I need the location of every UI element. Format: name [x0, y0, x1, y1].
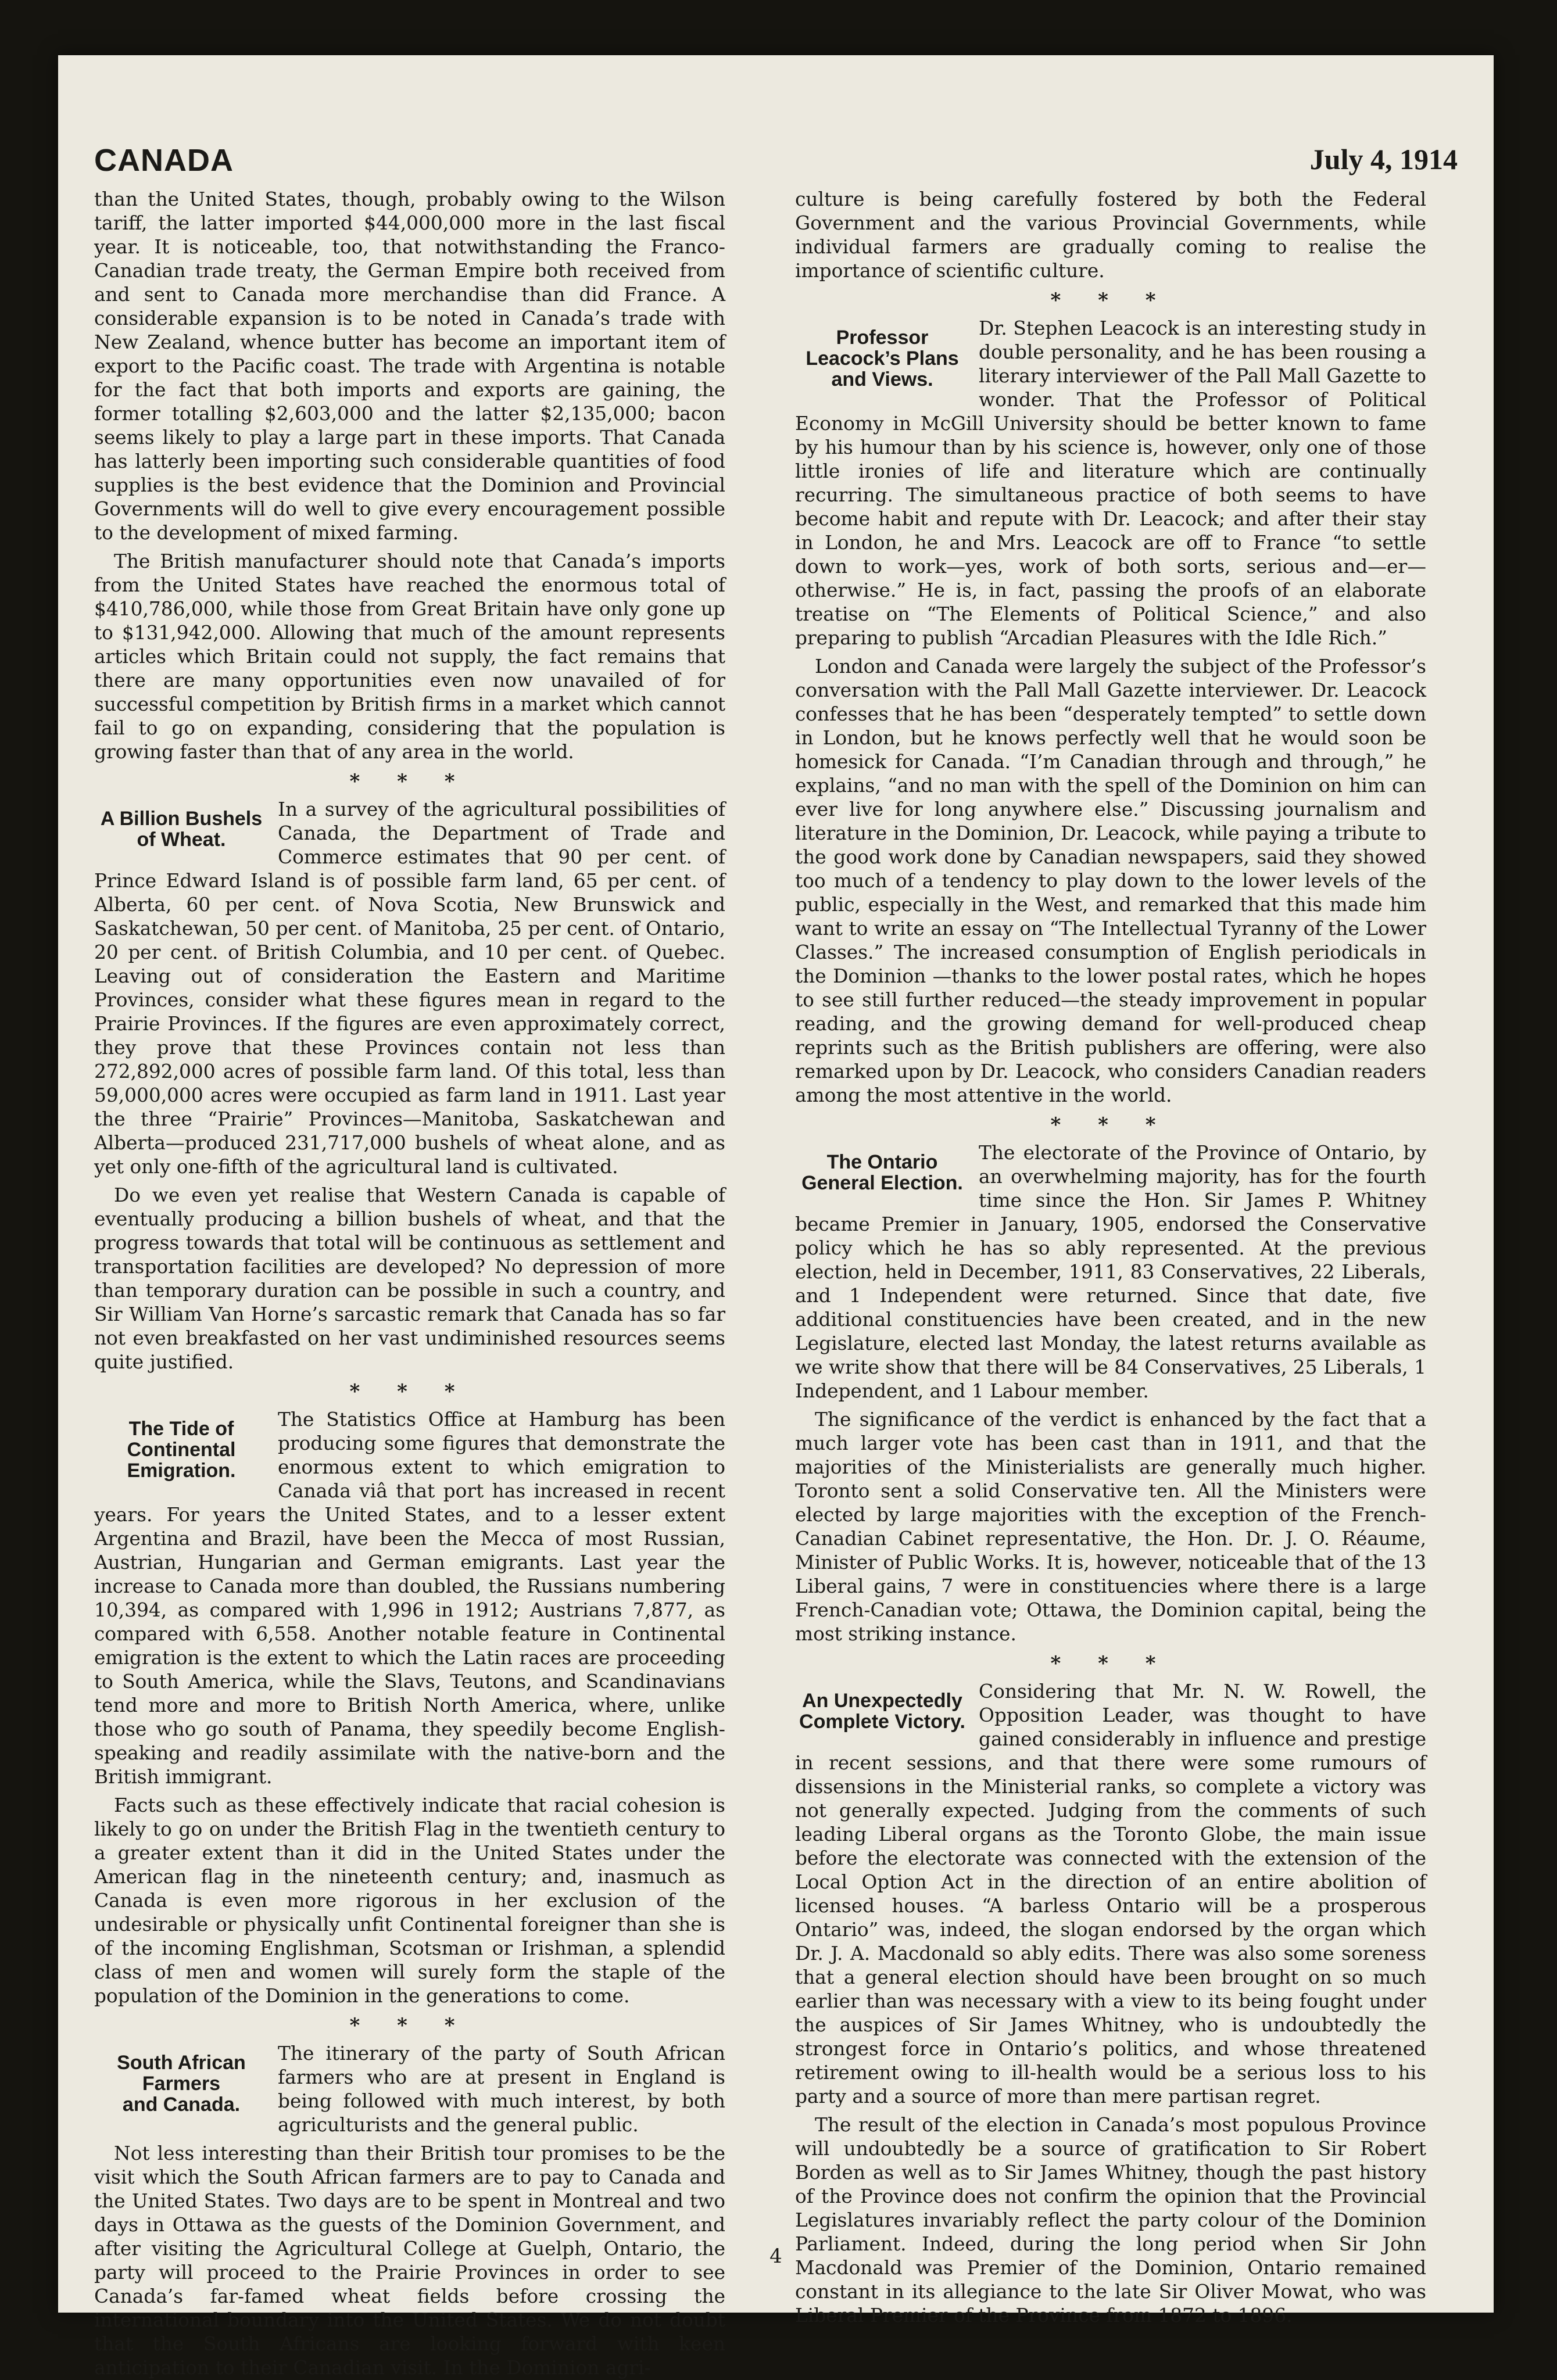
left-column [94, 188, 725, 2379]
paragraph: than the United States, though, probably owing to the Wilson tariff, the latter imported $44,000,000 more in the last fiscal year. It is noticeable, too, that notwithstanding the Franco-Canadian trade treaty, the German Empire both received from and sent to Canada more merchandise than did France. A considerable expansion is to be noted in Canada’s trade with New Zealand, whence butter has become an important item of export to the Pacific coast. The trade with Argentina is notable for the fact that both imports and exports are gaining, the former totalling $2,603,000 and the latter $2,135,000; bacon seems likely to play a large part in these imports. That Canada has latterly been importing such considerable quantities of food supplies is the best evidence that the Dominion and Provincial Governments will do well to give every encouragement possible to the development of mixed farming. [94, 188, 725, 544]
section-divider: * * * [349, 1380, 470, 1403]
heading-line: Complete Victory. [799, 1711, 965, 1733]
section-divider: * * * [1050, 1652, 1171, 1675]
section-heading-victory [795, 1690, 969, 1732]
paragraph: Facts such as these effectively indicate that racial cohesion is likely to go on under the British Flag in the twentieth century to a greater extent than it did in the United States under the American flag in the nineteenth century; and, inasmuch as Canada is even more rigorous in her exclusion of the undesirable or physically unfit Continental foreigner than she is of the incoming Englishman, Scotsman or Irishman, a splendid class of men and women will surely form the staple of the population of the Dominion in the generations to come. [94, 1794, 725, 2007]
section-heading-leacock [795, 327, 969, 390]
paragraph: culture is being carefully fostered by both the Federal Government and the various Provincial Governments, while individual farmers are gradually coming to realise the importance of scientific culture. [795, 188, 1426, 282]
paragraph: Do we even yet realise that Western Canada is capable of eventually producing a billion bushels of wheat, and that the progress towards that total will be continuous as settlement and transportation facilities are developed? No depression of more than temporary duration can be possible in such a country, and Sir William Van Horne’s sarcastic remark that Canada has so far not even breakfasted on her vast undiminished resources seems quite justified. [94, 1184, 725, 1373]
paragraph: The British manufacturer should note that Canada’s imports from the United States have reached the enormous total of $410,786,000, while those from Great Britain have only gone up to $131,942,000. Allowing that much of the amount represents articles which Britain could not supply, the fact remains that there are many opportunities even now unavailed of for successful competition by British firms in a market which cannot fail to go on expanding, considering that the population is growing faster than that of any area in the world. [94, 550, 725, 763]
magazine-page [58, 55, 1494, 2379]
page-header [94, 142, 1458, 183]
paragraph: The itinerary of the party of South African farmers who are at present in England is being followed with much interest, by both agriculturists and the general public. [278, 2042, 725, 2136]
heading-line: and Canada. [122, 2094, 241, 2116]
heading-line: A Billion Bushels [100, 808, 263, 830]
heading-line: Continental [127, 1439, 236, 1461]
heading-line: Professor [836, 327, 929, 349]
paragraph: The Statistics Office at Hamburg has been producing some figures that demonstrate the enormous extent to which emigration to Canada viâ that port has increased in recent years. For years the United States, and to a lesser extent Argentina and Brazil, have been the Mecca of most Russian, Austrian, Hungarian and German emigrants. Last year the increase to Canada more than doubled, the Russians numbering 10,394, as compared with 1,996 in 1912; Austrians 7,877, as compared with 6,558. Another notable feature in Continental emigration is the extent to which the Latin races are proceeding to South America, while the Slavs, Teutons, and Scandinavians tend more and more to British North America, where, unlike those who go south of Panama, they speedily become English-speaking and readily assimilate with the native-born and the British immigrant. [94, 1408, 725, 1788]
paragraph: In a survey of the agricultural possibilities of Canada, the Department of Trade and Commerce estimates that 90 per cent. of Prince Edward Island is of possible farm land, 65 per cent. of Alberta, 60 per cent. of Nova Scotia, New Brunswick and Saskatchewan, 50 per cent. of Manitoba, 25 per cent. of Ontario, 20 per cent. of British Columbia, and 10 per cent. of Quebec. Leaving out of consideration the Eastern and Maritime Provinces, consider what these figures mean in regard to the Prairie Provinces. If the figures are even approximately correct, they prove that these Provinces contain not less than 272,892,000 acres of possible farm land. Of this total, less than 59,000,000 acres were occupied as farm land in 1911. Last year the three “Prairie” Provinces—Manitoba, Saskatchewan and Alberta—produced 231,717,000 bushels of wheat alone, and as yet only one-fifth of the agricultural land is cultivated. [94, 798, 725, 1178]
section-divider: * * * [1050, 1113, 1171, 1137]
section-divider: * * * [349, 770, 470, 793]
right-column [795, 188, 1426, 2327]
heading-line: An Unexpectedly [802, 1690, 962, 1712]
heading-line: and Views. [831, 368, 933, 390]
section-heading-south-african [94, 2052, 269, 2115]
issue-date: July 4, 1914 [1309, 143, 1458, 175]
section-divider: * * * [1050, 289, 1171, 312]
paragraph: The significance of the verdict is enhanced by the fact that a much larger vote has been cast than in 1911, and that the majorities of the Ministerialists are generally much higher. Toronto sent a solid Conservative ten. All the Ministers were elected by large majorities with the exception of the French-Canadian Cabinet representative, the Hon. Dr. J. O. Réaume, Minister of Public Works. It is, however, noticeable that of the 13 Liberal gains, 7 were in constituencies where there is a large French-Canadian vote; Ottawa, the Dominion capital, being the most striking instance. [795, 1408, 1426, 1645]
paragraph: London and Canada were largely the subject of the Professor’s conversation with the Pall Mall Gazette interviewer. Dr. Leacock confesses that he has been “desperately tempted” to settle down in London, but he knows perfectly well that he would soon be homesick for Canada. “I’m Canadian through and through,” he explains, “and no man with the spell of the Dominion on him can ever live for long anywhere else.” Discussing journalism and literature in the Dominion, Dr. Leacock, while paying a tribute to the good work done by Canadian newspapers, said they showed too much of a tendency to play down to the lower levels of the public, especially in the West, and remarked that this made him want to write an essay on “The Intellectual Tyranny of the Lower Classes.” The increased consumption of English periodicals in the Dominion —thanks to the lower postal rates, which he hopes to see still further reduced—the steady improvement in popular reading, and the growing demand for well-produced cheap reprints such as the British publishers are offering, were also remarked upon by Dr. Leacock, who considers Canadian readers among the most attentive in the world. [795, 655, 1426, 1106]
heading-line: Leacock’s Plans [806, 347, 959, 370]
heading-line: Emigration. [127, 1460, 236, 1482]
section-divider: * * * [349, 2014, 470, 2037]
section-heading-ontario [795, 1152, 969, 1193]
paragraph: The result of the election in Canada’s most populous Province will undoubtedly be a source of gratification to Sir Robert Borden as well as to Sir James Whitney, though the past history of the Province does not confirm the opinion that the Provincial Legislatures invariably reflect the party colour of the Dominion Parliament. Indeed, during the long period when Sir John Macdonald was Premier of the Dominion, Ontario remained constant in its allegiance to the late Sir Oliver Mowat, who was Liberal Premier of the Province from 1872 to 1896. [795, 2114, 1426, 2327]
heading-line: Farmers [142, 2073, 221, 2095]
paragraph: The electorate of the Province of Ontario, by an overwhelming majority, has for the fourth time since the Hon. Sir James P. Whitney became Premier in January, 1905, endorsed the Conservative policy which he has so ably represented. At the previous election, held in December, 1911, 83 Conservatives, 22 Liberals, and 1 Independent were returned. Since that date, five additional constituencies have been created, and in the new Legislature, elected last Monday, the latest returns available as we write show that there will be 84 Conservatives, 25 Liberals, 1 Independent, and 1 Labour member. [795, 1142, 1426, 1402]
paragraph: Dr. Stephen Leacock is an interesting study in double personality, and he has been rousing a literary interviewer of the Pall Mall Gazette to wonder. That the Professor of Political Economy in McGill University should be better known to fame by his humour than by his science is, however, only one of those little ironies of life and literature which are continually recurring. The simultaneous practice of both seems to have become habit and repute with Dr. Leacock; and after their stay in London, he and Mrs. Leacock are off to France “to settle down to work—yes, work of both sorts, serious and—er—otherwise.” He is, in fact, passing the proofs of an elaborate treatise on “The Elements of Political Science,” and also preparing to publish “Arcadian Pleasures with the Idle Rich.” [795, 317, 1426, 649]
paragraph: Not less interesting than their British tour promises to be the visit which the South African farmers are to pay to Canada and the United States. Two days are to be spent in Montreal and two days in Ottawa as the guests of the Dominion Government, and after visiting the Agricultural College at Guelph, Ontario, the party will proceed to the Prairie Provinces in order to see Canada’s far-famed wheat fields before crossing the international boundary into the United States. We do not doubt that the South Africans are looking forward with keen anticipation to their Canadian visit. In the Dominion agri- [94, 2142, 725, 2379]
section-heading-wheat [94, 808, 269, 850]
heading-line: of Wheat. [137, 829, 226, 851]
page-number: 4 [769, 2245, 782, 2268]
paragraph: Considering that Mr. N. W. Rowell, the Opposition Leader, was thought to have gained considerably in influence and prestige in recent sessions, and that there were some rumours of dissensions in the Ministerial ranks, so complete a victory was not generally expected. Judging from the comments of such leading Liberal organs as the Toronto Globe, the main issue before the electorate was connected with the extension of the Local Option Act in the direction of an entire abolition of licensed houses. “A barless Ontario will be a prosperous Ontario” was, indeed, the slogan endorsed by the organ which Dr. J. A. Macdonald so ably edits. There was also some soreness that a general election should have been brought on so much earlier than was necessary with a view to its being fought under the auspices of Sir James Whitney, who is undoubtedly the strongest force in Ontario’s politics, and whose threatened retirement owing to ill-health would be a serious loss to his party and a source of more than mere partisan regret. [795, 1680, 1426, 2107]
heading-line: General Election. [801, 1172, 963, 1194]
heading-line: South African [117, 2052, 246, 2074]
publication-title: CANADA [94, 143, 234, 178]
heading-line: The Tide of [128, 1418, 234, 1440]
section-heading-emigration [94, 1418, 269, 1481]
heading-line: The Ontario [826, 1151, 938, 1173]
